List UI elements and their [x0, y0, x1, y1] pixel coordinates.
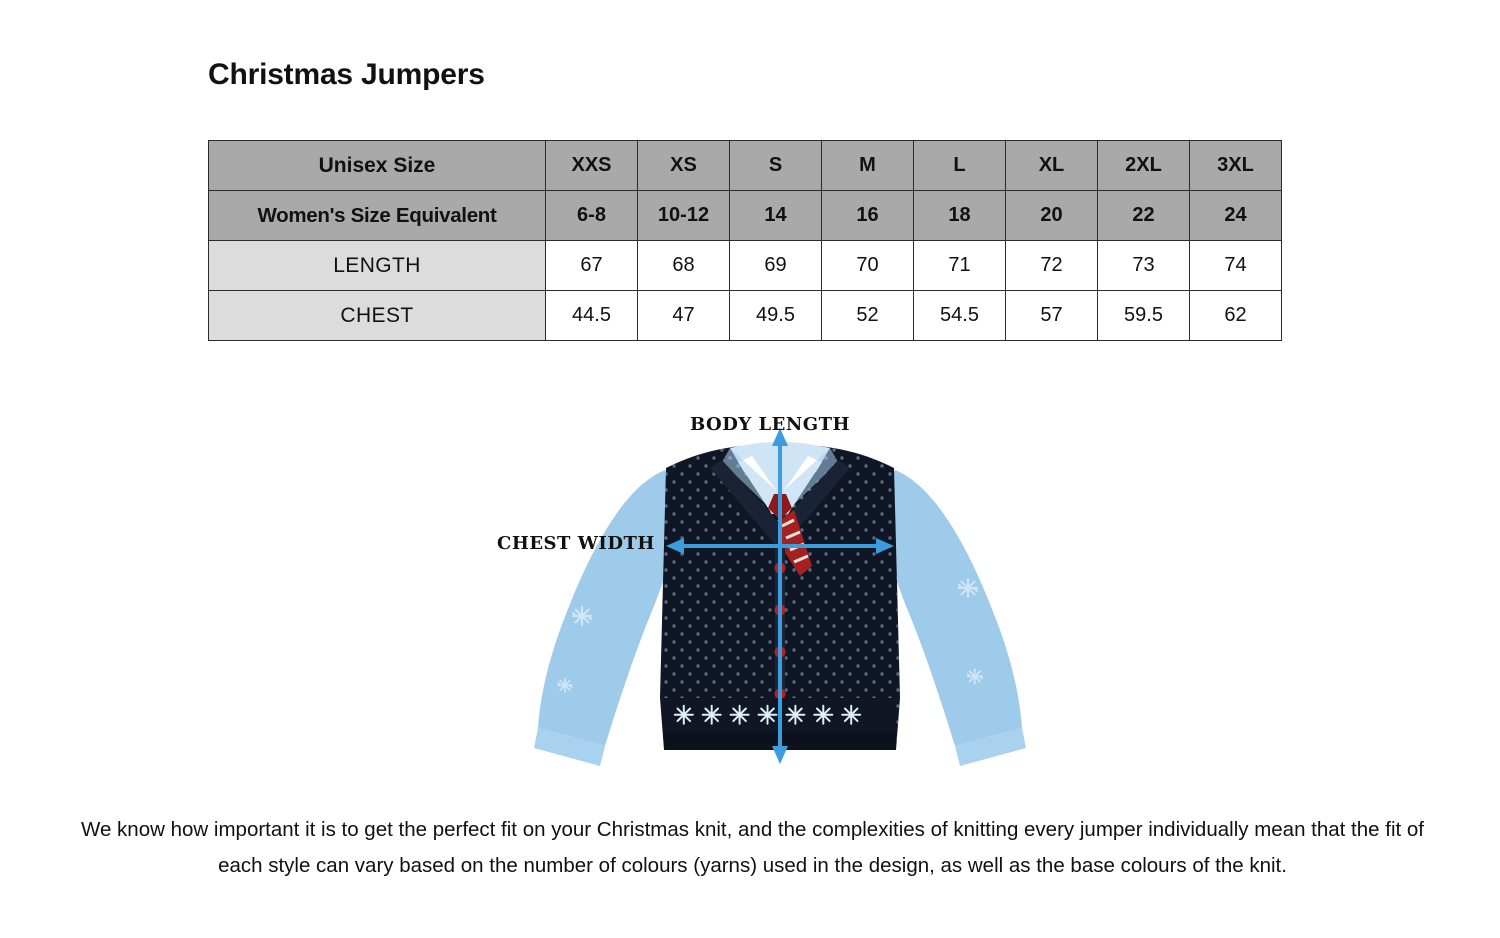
table-cell: 18	[914, 191, 1006, 241]
table-cell: XL	[1006, 141, 1098, 191]
table-cell: 69	[730, 241, 822, 291]
table-cell: XXS	[546, 141, 638, 191]
table-cell: 10-12	[638, 191, 730, 241]
table-cell: 68	[638, 241, 730, 291]
page-title: Christmas Jumpers	[208, 58, 485, 91]
table-cell: 47	[638, 291, 730, 341]
table-cell: 44.5	[546, 291, 638, 341]
table-cell: 59.5	[1098, 291, 1190, 341]
table-cell: 16	[822, 191, 914, 241]
table-cell: 70	[822, 241, 914, 291]
jumper-svg	[430, 398, 1130, 788]
table-cell: 73	[1098, 241, 1190, 291]
jumper-measurement-illustration	[430, 398, 1130, 788]
table-row	[209, 191, 1282, 241]
table-cell: 22	[1098, 191, 1190, 241]
table-row	[209, 241, 1282, 291]
table-cell: 24	[1190, 191, 1282, 241]
row-label: Women's Size Equivalent	[209, 191, 546, 241]
table-cell: 20	[1006, 191, 1098, 241]
table-cell: L	[914, 141, 1006, 191]
table-row	[209, 291, 1282, 341]
body-length-label: BODY LENGTH	[690, 414, 851, 435]
table-cell: 71	[914, 241, 1006, 291]
table-cell: 54.5	[914, 291, 1006, 341]
left-sleeve	[534, 470, 682, 766]
table-cell: 74	[1190, 241, 1282, 291]
table-cell: 72	[1006, 241, 1098, 291]
table-cell: 3XL	[1190, 141, 1282, 191]
table-cell: 14	[730, 191, 822, 241]
table-cell: 2XL	[1098, 141, 1190, 191]
right-sleeve	[878, 470, 1026, 766]
row-label: CHEST	[209, 291, 546, 341]
table-cell: 49.5	[730, 291, 822, 341]
table-cell: 62	[1190, 291, 1282, 341]
chest-width-label: CHEST WIDTH	[497, 533, 655, 554]
table-cell: S	[730, 141, 822, 191]
row-label: Unisex Size	[209, 141, 546, 191]
row-label: LENGTH	[209, 241, 546, 291]
table-cell: XS	[638, 141, 730, 191]
table-row	[209, 141, 1282, 191]
table-cell: 52	[822, 291, 914, 341]
footer-note: We know how important it is to get the perfect fit on your Christmas knit, and the complexities of knitting every jumper individually mean that the fit of each style can vary based on the number of colours (yarns) used in the design, as well as the base colours of the knit.	[80, 818, 1424, 877]
table-cell: 57	[1006, 291, 1098, 341]
table-cell: 6-8	[546, 191, 638, 241]
table-cell: 67	[546, 241, 638, 291]
size-chart-table	[208, 140, 1282, 341]
table-cell: M	[822, 141, 914, 191]
